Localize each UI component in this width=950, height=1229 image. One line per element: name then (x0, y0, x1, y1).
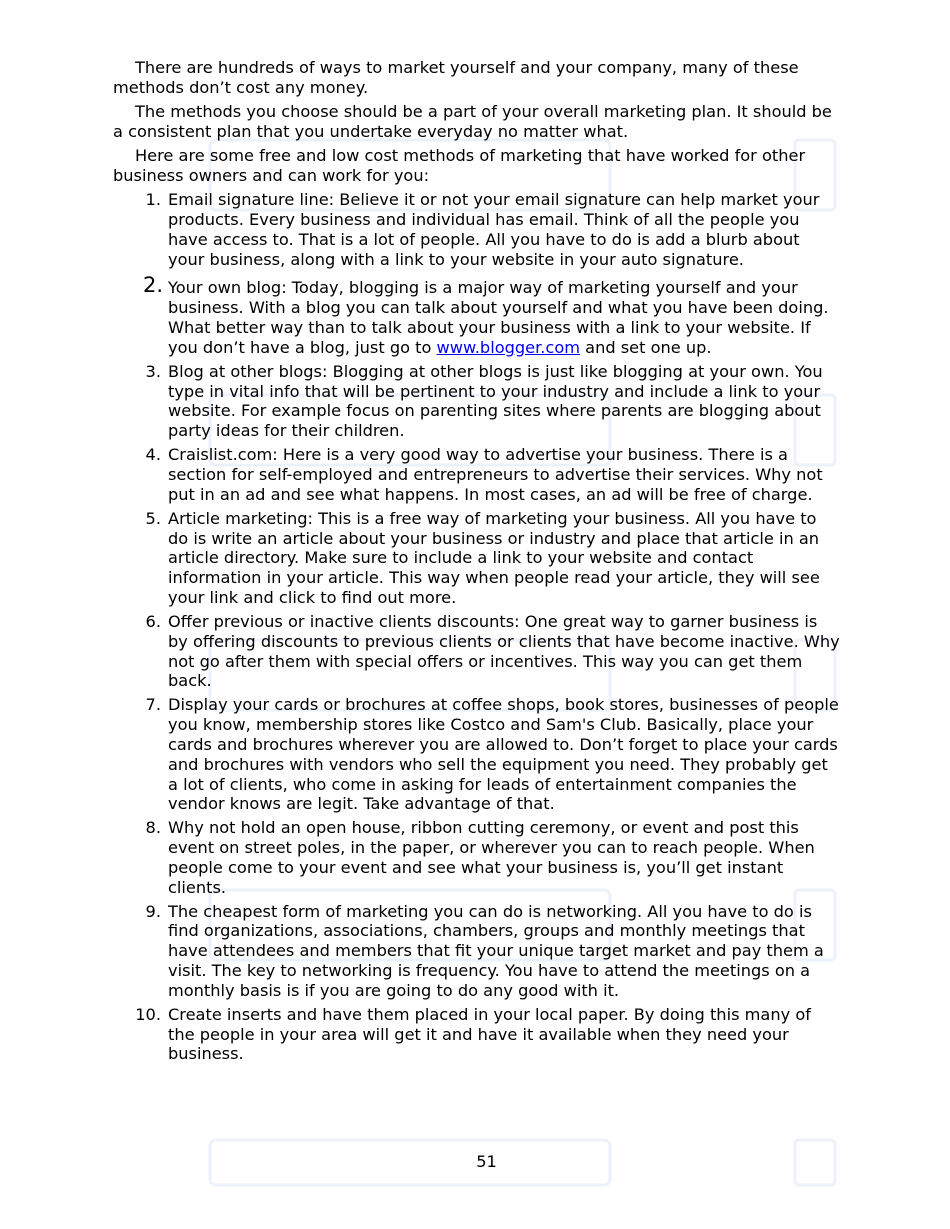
page-number: 51 (476, 1152, 497, 1171)
list-item-text: Blog at other blogs: Blogging at other blogs is just like blogging at your own. You type in vital info that will be pertinent to your industry and include a link to your website. For example focus on parenting sites where parents are blogging about party ideas for their children. (168, 361, 823, 441)
list-item-number: 3. (145, 361, 161, 381)
list-item-text: and set one up. (580, 337, 712, 357)
list-item (113, 1005, 841, 1064)
list-item-number: 5. (145, 508, 161, 528)
document-body (113, 58, 841, 1068)
intro-paragraph-2: The methods you choose should be a part of your overall marketing plan. It should be a consistent plan that you undertake everyday no matter what. (113, 102, 832, 141)
list-item-text: Why not hold an open house, ribbon cutting ceremony, or event and post this event on street poles, in the paper, or wherever you can to reach people. When people come to your event and see what your business is, you’ll get instant clients. (168, 818, 815, 897)
list-item-text: Create inserts and have them placed in your local paper. By doing this many of the people in your area will get it and have it available when they need your business. (168, 1004, 811, 1064)
list-item-number: 8. (145, 818, 161, 838)
list-item (113, 273, 841, 357)
list-item-text: Article marketing: This is a free way of marketing your business. All you have to do is write an article about your business or industry and place that article in an article directory. Make sure to include a link to your website and contact information in your article. This way when people read your article, they will see your link and click to find out more. (168, 508, 820, 607)
list-item-text: The cheapest form of marketing you can do is networking. All you have to do is find organizations, associations, chambers, groups and monthly meetings that have attendees and members that fit your unique target market and pay them a visit. The key to networking is frequency. You have to attend the meetings on a monthly basis is if you are going to do any good with it. (168, 901, 824, 1000)
blogger-link[interactable]: www.blogger.com (436, 337, 580, 357)
intro-paragraph-1: There are hundreds of ways to market yourself and your company, many of these methods don’t cost any money. (113, 58, 799, 97)
list-item (113, 902, 841, 1001)
list-item (113, 362, 841, 441)
list-item (113, 695, 841, 814)
list-item-text: Offer previous or inactive clients discounts: One great way to garner business is by offering discounts to previous clients or clients that have become inactive. Why not go after them with special offers or incentives. This way you can get them back. (168, 611, 840, 691)
list-item (113, 818, 841, 897)
list-item (113, 612, 841, 691)
list-item-text: Display your cards or brochures at coffee shops, book stores, businesses of people you know, membership stores like Costco and Sam's Club. Basically, place your cards and brochures wherever you are allowed to. Don’t forget to place your cards and brochures with vendors who sell the equipment you need. They probably get a lot of clients, who come in asking for leads of entertainment companies the vendor knows are legit. Take advantage of that. (168, 695, 839, 814)
list-item-text: Your own blog: Today, blogging is a major way of marketing yourself and your business. With a blog you can talk about yourself and what you have been doing. What better way than to talk about your business with a link to your website. If you don’t have a blog, just go to (168, 278, 829, 357)
list-item-text: Craislist.com: Here is a very good way to advertise your business. There is a section for self-employed and entrepreneurs to advertise their services. Why not put in an ad and see what happens. In most cases, an ad will be free of charge. (168, 445, 823, 504)
list-item-text: Email signature line: Believe it or not your email signature can help market your products. Every business and individual has email. Think of all the people you have access to. That is a lot of people. All you have to do is add a blurb about your business, along with a link to your website in your auto signature. (168, 190, 820, 269)
list-item-number: 7. (145, 695, 161, 715)
intro-paragraph-3: Here are some free and low cost methods of marketing that have worked for other business owners and can work for you: (113, 146, 806, 185)
list-item (113, 509, 841, 608)
list-item-number: 10. (135, 1004, 161, 1024)
list-item-number: 1. (145, 190, 161, 210)
list-item-number: 6. (145, 611, 161, 631)
list-item (113, 190, 841, 269)
marketing-methods-list (113, 190, 841, 1064)
list-item-number: 9. (145, 901, 161, 921)
list-item-number: 4. (145, 445, 161, 465)
list-item (113, 445, 841, 504)
list-item-number: 2. (142, 273, 163, 298)
